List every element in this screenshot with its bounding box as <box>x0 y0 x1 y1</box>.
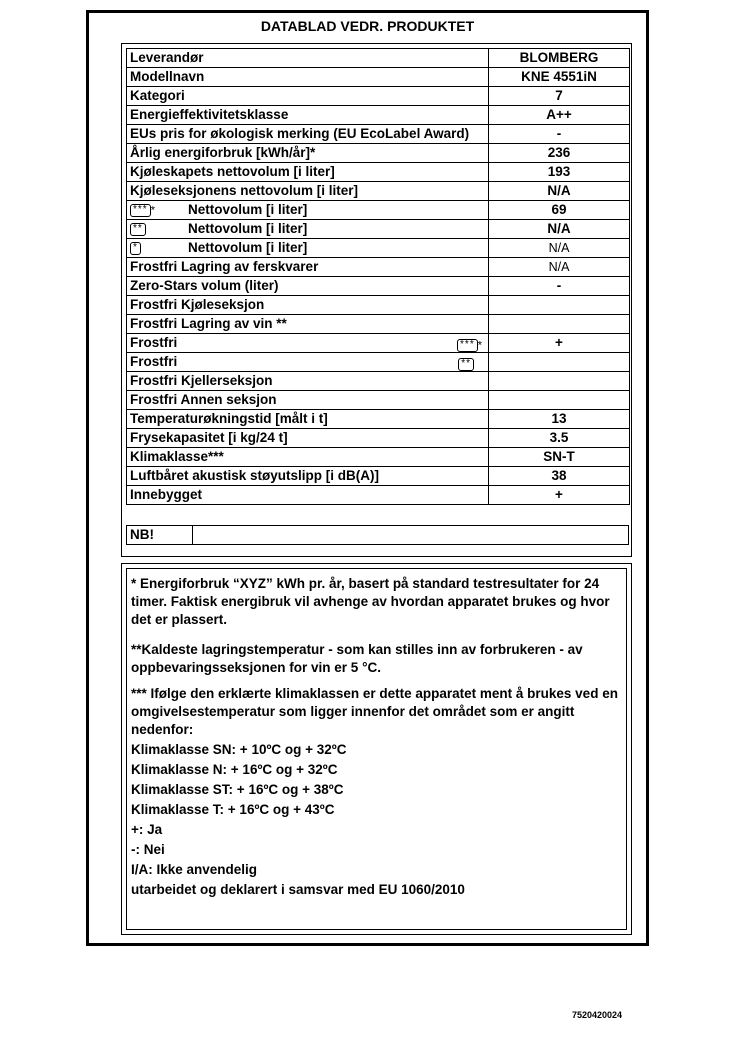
row-label: Nettovolum [i liter] <box>188 221 308 237</box>
table-row <box>127 353 630 372</box>
row-value: SN-T <box>489 448 630 467</box>
row-value: 236 <box>489 144 630 163</box>
row-label: Frostfri Lagring av vin ** <box>127 315 489 334</box>
legend-not-applicable: I/A: Ikke anvendelig <box>131 862 258 877</box>
row-value <box>489 296 630 315</box>
table-row <box>127 182 630 201</box>
note-climate-class: *** Ifølge den erklærte klimaklassen er dette apparatet ment å brukes ved en omgivelsestemperatur som ligger innenfor det området som er angitt nedenfor: <box>131 686 618 737</box>
row-value: 193 <box>489 163 630 182</box>
freezer-star-icon: ** <box>130 223 146 236</box>
table-row <box>127 429 630 448</box>
row-value: KNE 4551iN <box>489 68 630 87</box>
row-label: Frostfri Lagring av ferskvarer <box>127 258 489 277</box>
row-value: N/A <box>489 239 630 258</box>
row-label: Kjøleseksjonens nettovolum [i liter] <box>127 182 489 201</box>
table-row <box>127 144 630 163</box>
legend-no: -: Nei <box>131 842 165 857</box>
table-row <box>127 201 630 220</box>
row-label: Årlig energiforbruk [kWh/år]* <box>127 144 489 163</box>
row-label: EUs pris for økologisk merking (EU EcoLabel Award) <box>127 125 489 144</box>
table-row <box>127 106 630 125</box>
spec-table-frame <box>121 43 632 557</box>
freezer-star-icon: *** <box>457 339 478 352</box>
table-row <box>127 163 630 182</box>
table-row <box>127 220 630 239</box>
row-label: Frostfri Kjellerseksjon <box>127 372 489 391</box>
table-row <box>127 410 630 429</box>
row-value: A++ <box>489 106 630 125</box>
table-row <box>127 239 630 258</box>
row-label-with-stars <box>127 220 489 239</box>
table-row <box>127 87 630 106</box>
freezer-star-icon: ** <box>458 358 474 371</box>
nb-table <box>126 525 629 545</box>
legend-yes: +: Ja <box>131 822 163 837</box>
climate-line: Klimaklasse N: + 16ºC og + 32ºC <box>131 762 338 777</box>
note-wine-temperature: **Kaldeste lagringstemperatur - som kan stilles inn av forbrukeren - av oppbevaringsseksjonen for vin er 5 °C. <box>131 642 583 675</box>
row-label-with-stars <box>127 353 489 372</box>
row-value: + <box>489 334 630 353</box>
table-row <box>127 49 630 68</box>
row-label: Frostfri Annen seksjon <box>127 391 489 410</box>
page-title: DATABLAD VEDR. PRODUKTET <box>260 18 475 34</box>
table-row <box>127 486 630 505</box>
row-value: N/A <box>489 182 630 201</box>
row-label: Zero-Stars volum (liter) <box>127 277 489 296</box>
datasheet <box>86 10 649 946</box>
freezer-star-icon-extra: * <box>477 339 482 352</box>
table-row <box>127 334 630 353</box>
row-label: Frysekapasitet [i kg/24 t] <box>127 429 489 448</box>
regulation-note: utarbeidet og deklarert i samsvar med EU 1060/2010 <box>131 882 465 897</box>
table-row <box>127 315 630 334</box>
row-label: Luftbåret akustisk støyutslipp [i dB(A)] <box>127 467 489 486</box>
table-row <box>127 296 630 315</box>
climate-line: Klimaklasse ST: + 16ºC og + 38ºC <box>131 782 344 797</box>
row-value: 69 <box>489 201 630 220</box>
row-label: Energieffektivitetsklasse <box>127 106 489 125</box>
climate-line: Klimaklasse SN: + 10ºC og + 32ºC <box>131 742 347 757</box>
document-number: 7520420024 <box>572 1010 623 1020</box>
nb-label: NB! <box>127 526 193 545</box>
row-value: 13 <box>489 410 630 429</box>
table-row <box>127 68 630 87</box>
row-label: Klimaklasse*** <box>127 448 489 467</box>
table-row <box>127 277 630 296</box>
row-label: Nettovolum [i liter] <box>188 202 308 217</box>
notes-box <box>126 568 627 930</box>
row-value: 38 <box>489 467 630 486</box>
nb-value <box>193 526 629 545</box>
row-label-with-stars <box>127 201 489 220</box>
row-value: BLOMBERG <box>489 49 630 68</box>
freezer-star-icon-extra: * <box>150 204 155 217</box>
table-row <box>127 125 630 144</box>
table-row <box>127 258 630 277</box>
table-row <box>127 448 630 467</box>
row-value <box>489 315 630 334</box>
row-value: 3.5 <box>489 429 630 448</box>
spec-table <box>126 48 630 505</box>
row-label: Leverandør <box>127 49 489 68</box>
row-label: Kjøleskapets nettovolum [i liter] <box>127 163 489 182</box>
row-label: Temperaturøkningstid [målt i t] <box>127 410 489 429</box>
notes-frame <box>121 563 632 935</box>
row-value: N/A <box>489 220 630 239</box>
row-value: 7 <box>489 87 630 106</box>
row-label-with-stars <box>127 239 489 258</box>
row-label: Frostfri Kjøleseksjon <box>127 296 489 315</box>
table-row <box>127 372 630 391</box>
table-row <box>127 391 630 410</box>
row-label: Modellnavn <box>127 68 489 87</box>
row-value: - <box>489 125 630 144</box>
freezer-star-icon: *** <box>130 204 151 217</box>
row-value: N/A <box>489 258 630 277</box>
freezer-star-icon: * <box>130 242 141 255</box>
row-label: Nettovolum [i liter] <box>188 240 308 256</box>
table-row <box>127 467 630 486</box>
row-label: Frostfri <box>130 335 178 351</box>
row-label: Kategori <box>127 87 489 106</box>
row-value <box>489 391 630 410</box>
row-value <box>489 372 630 391</box>
note-energy: * Energiforbruk “XYZ” kWh pr. år, basert på standard testresultater for 24 timer. Faktisk energibruk vil avhenge av hvordan apparatet brukes og hvor det er plassert. <box>131 576 610 627</box>
climate-line: Klimaklasse T: + 16ºC og + 43ºC <box>131 802 335 817</box>
row-value: - <box>489 277 630 296</box>
row-label-with-stars <box>127 334 489 353</box>
row-value <box>489 353 630 372</box>
row-label: Innebygget <box>127 486 489 505</box>
nb-row <box>127 526 629 545</box>
row-value: + <box>489 486 630 505</box>
row-label: Frostfri <box>130 354 178 370</box>
